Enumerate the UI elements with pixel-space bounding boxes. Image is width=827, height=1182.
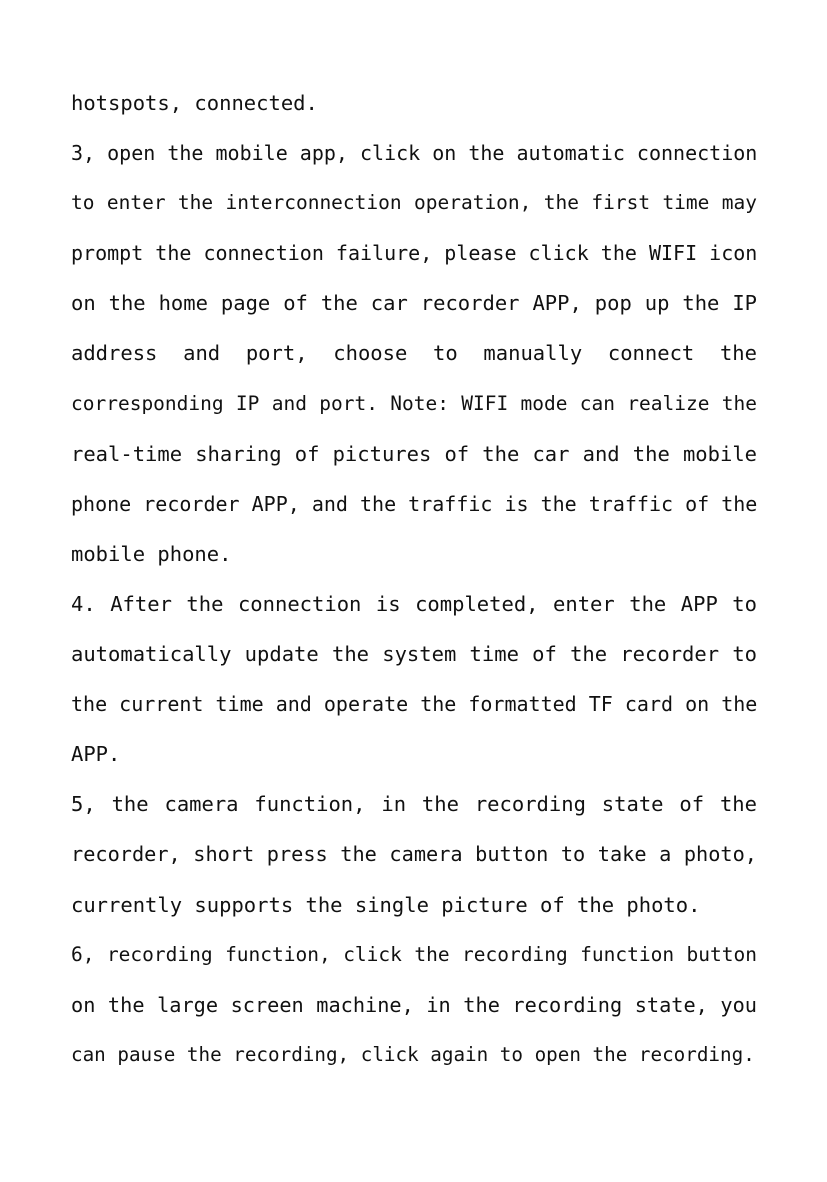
text-line: can pause the recording, click again to open the recording. xyxy=(71,1042,755,1066)
text-line: phone recorder APP, and the traffic is the traffic of the xyxy=(71,491,758,516)
text-line: recorder, short press the camera button to take a photo, xyxy=(71,842,757,867)
document-page xyxy=(71,78,757,1080)
text-line: 3, open the mobile app, click on the automatic connection xyxy=(71,141,758,166)
text-line: the current time and operate the formatted TF card on the xyxy=(71,692,758,717)
text-line: automatically update the system time of the recorder to xyxy=(71,642,757,667)
text-line: to enter the interconnection operation, the first time may xyxy=(71,191,757,215)
text-line: prompt the connection failure, please click the WIFI icon xyxy=(71,241,758,266)
text-line: on the home page of the car recorder APP, pop up the IP xyxy=(71,291,757,316)
text-line: 4. After the connection is completed, enter the APP to xyxy=(71,591,757,616)
text-line: address and port, choose to manually connect the xyxy=(71,341,757,366)
text-line: APP. xyxy=(71,742,121,767)
text-line: corresponding IP and port. Note: WIFI mode can realize the xyxy=(71,391,757,415)
text-line: 6, recording function, click the recording function button xyxy=(71,942,757,966)
text-line: mobile phone. xyxy=(71,541,232,566)
text-line: currently supports the single picture of the photo. xyxy=(71,892,701,917)
text-line: on the large screen machine, in the recording state, you xyxy=(71,992,757,1017)
text-line: real-time sharing of pictures of the car and the mobile xyxy=(71,441,757,466)
text-line: 5, the camera function, in the recording state of the xyxy=(71,792,757,817)
text-line: hotspots, connected. xyxy=(71,91,318,115)
